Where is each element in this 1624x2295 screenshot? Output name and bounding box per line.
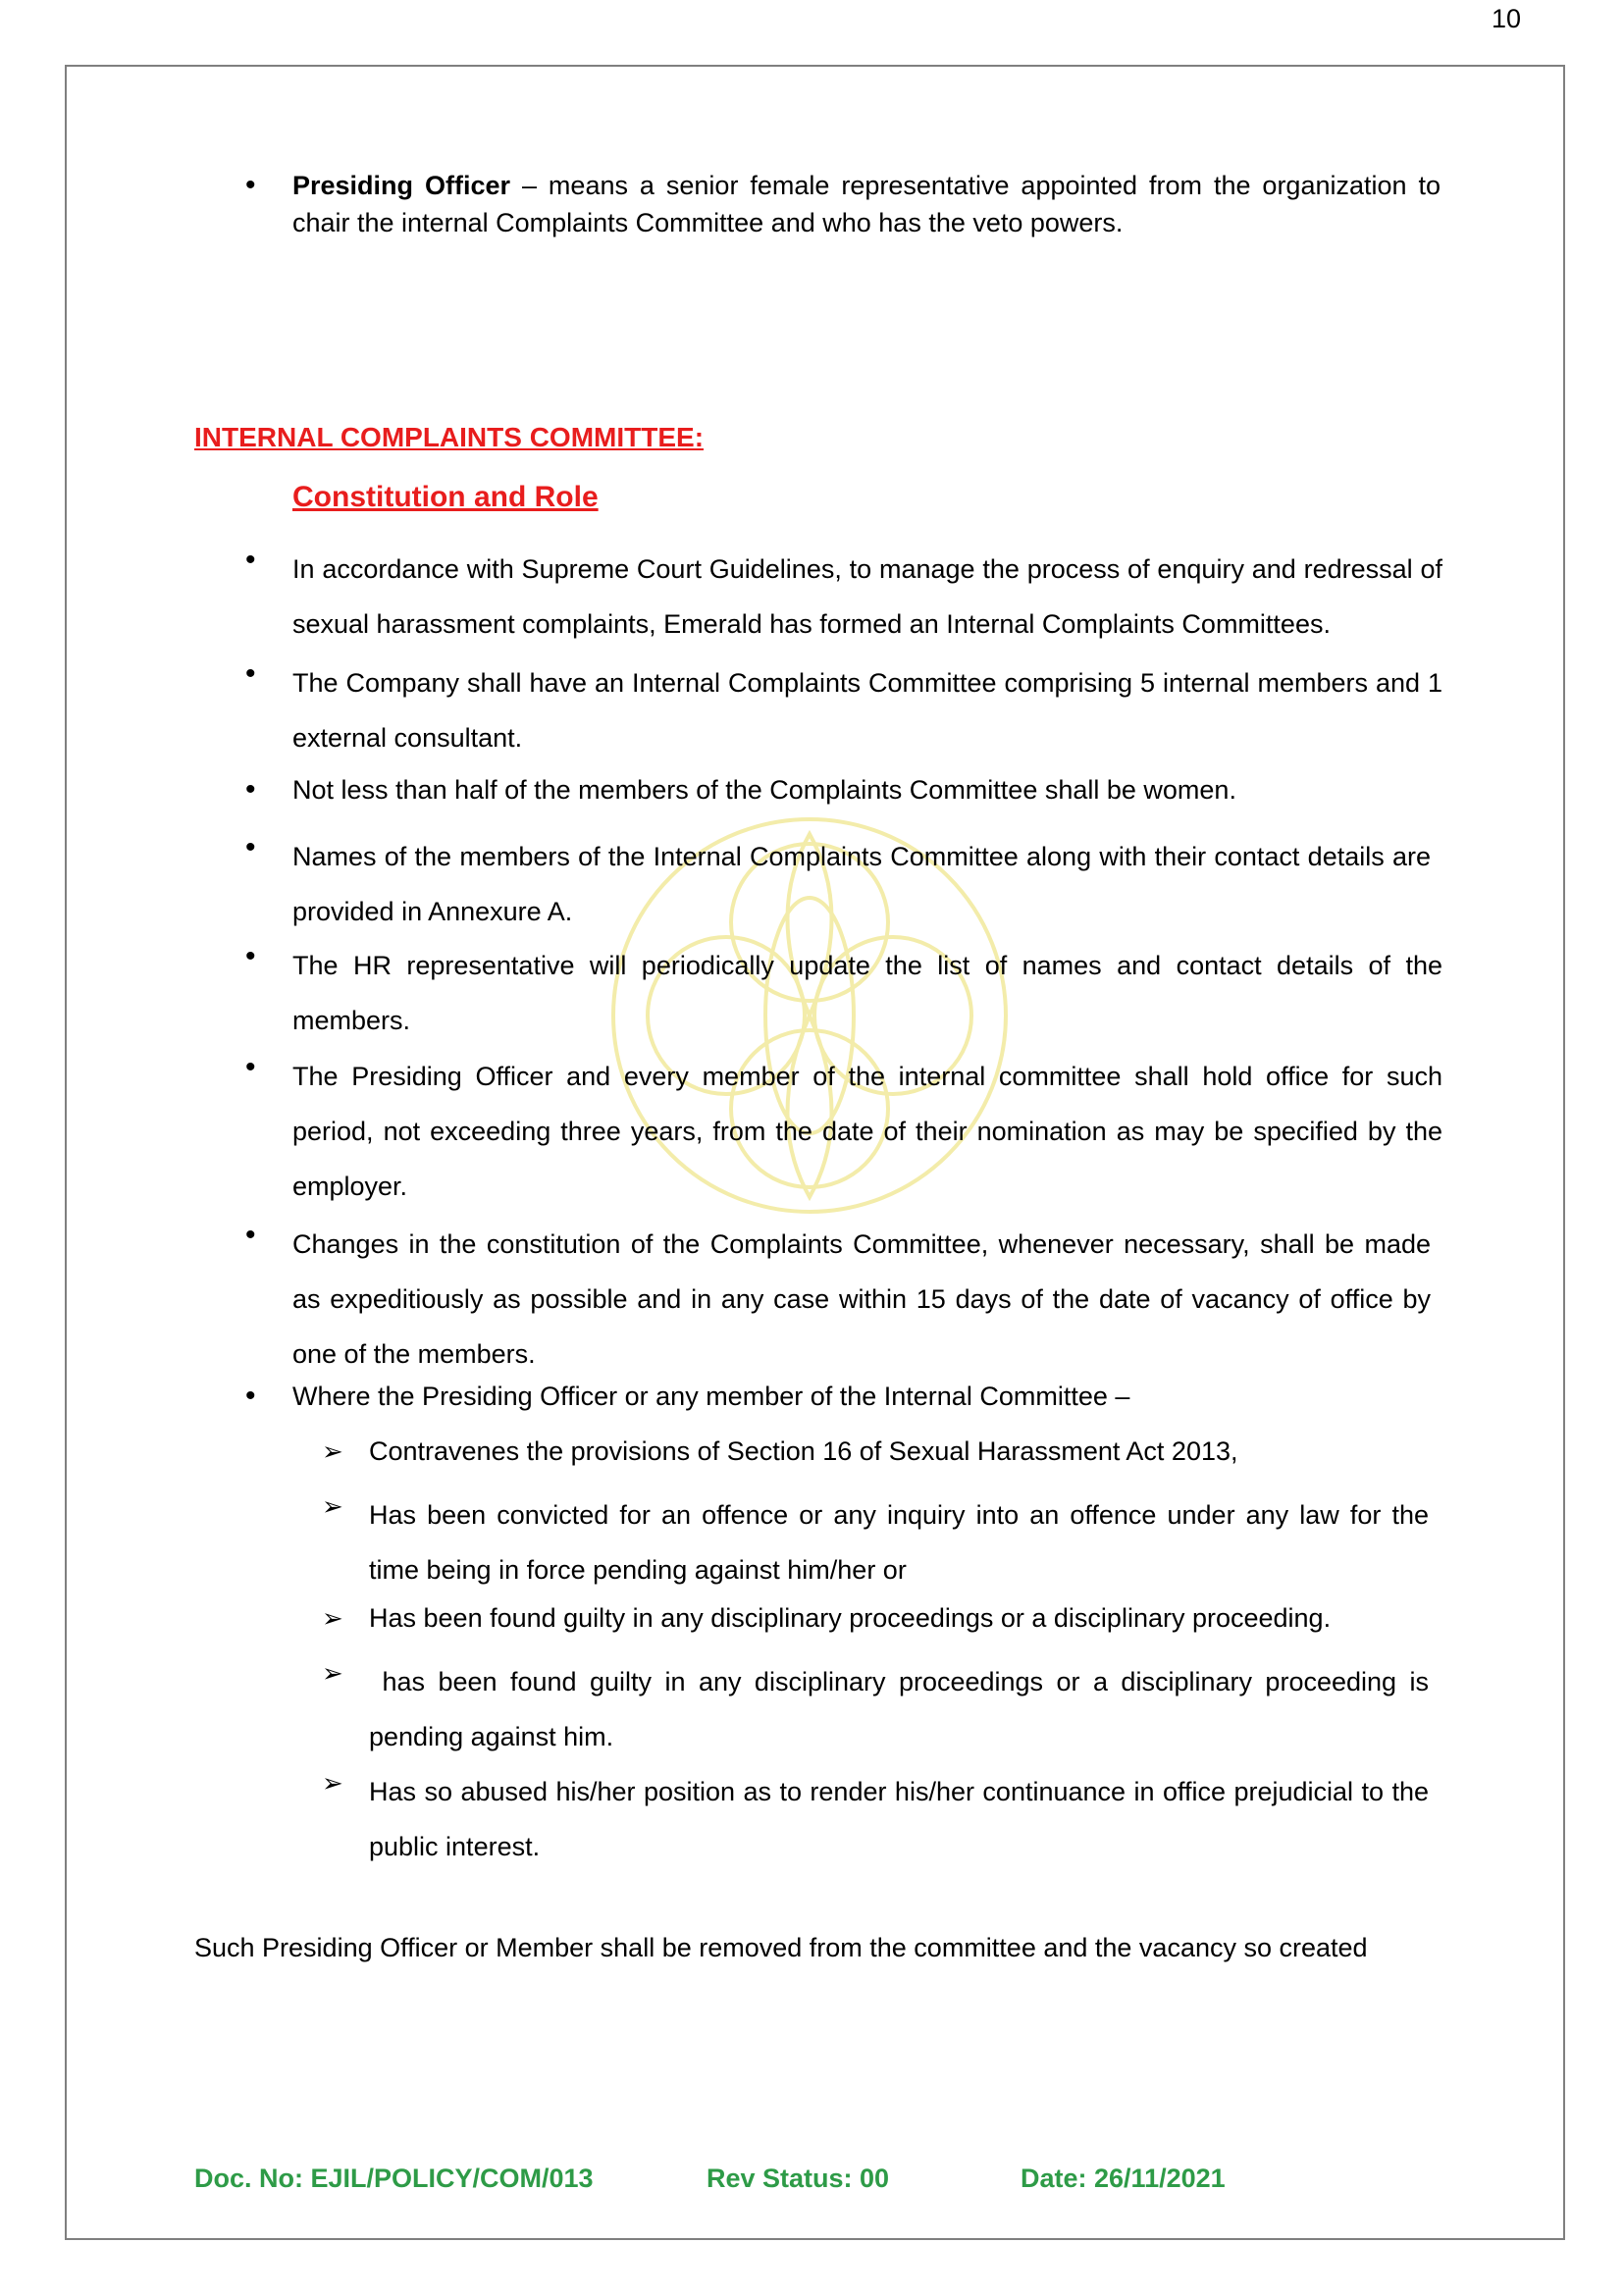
sub-bullet-item-3: Has been found guilty in any disciplinary proceedings or a disciplinary proceeding. [369, 1603, 1332, 1633]
arrow-bullet-icon: ➢ [322, 1491, 343, 1521]
footer-rev-status: Rev Status: 00 [707, 2164, 890, 2193]
arrow-bullet-icon: ➢ [322, 1603, 343, 1633]
bullet-point: • [245, 1219, 256, 1251]
bullet-point: • [245, 773, 256, 806]
section-subheading: Constitution and Role [292, 481, 599, 513]
bullet-item-8: Where the Presiding Officer or any member of the Internal Committee – [292, 1382, 1130, 1411]
arrow-bullet-icon: ➢ [322, 1658, 343, 1688]
sub-bullet-item-2: Has been convicted for an offence or any inquiry into an offence under any law for the time being in force pending against him/her or [369, 1500, 1429, 1585]
footer-doc-number: Doc. No: EJIL/POLICY/COM/013 [194, 2164, 594, 2193]
bullet-item-3: Not less than half of the members of the Complaints Committee shall be women. [292, 775, 1236, 805]
bullet-item-6: The Presiding Officer and every member of the internal committee shall hold office for such period, not exceeding three years, from the date of their nomination as may be specified by the employer. [292, 1062, 1442, 1201]
bullet-point: • [245, 544, 256, 576]
sub-bullet-item-1: Contravenes the provisions of Section 16 of Sexual Harassment Act 2013, [369, 1436, 1238, 1466]
bullet-point: • [245, 940, 256, 972]
bullet-item-4: Names of the members of the Internal Complaints Committee along with their contact details are provided in Annexure A. [292, 842, 1431, 926]
section-heading: INTERNAL COMPLAINTS COMMITTEE: [194, 422, 705, 452]
closing-paragraph: Such Presiding Officer or Member shall be removed from the committee and the vacancy so created [194, 1933, 1368, 1962]
footer-date: Date: 26/11/2021 [1021, 2164, 1226, 2193]
bullet-point: • [245, 1051, 256, 1083]
bullet-item-5: The HR representative will periodically update the list of names and contact details of the members. [292, 951, 1442, 1035]
sub-bullet-item-4: has been found guilty in any disciplinary proceedings or a disciplinary proceeding is pending against him. [369, 1667, 1437, 1751]
presiding-officer-term: Presiding Officer [292, 171, 511, 200]
bullet-item-2: The Company shall have an Internal Complaints Committee comprising 5 internal members and 1 external consultant. [292, 668, 1442, 753]
presiding-officer-text: – means a senior female representative appointed from the organization to chair the internal Complaints Committee and who has the veto powers. [292, 171, 1441, 237]
arrow-bullet-icon: ➢ [322, 1768, 343, 1798]
bullet-item-1: In accordance with Supreme Court Guidelines, to manage the process of enquiry and redressal of sexual harassment complaints, Emerald has formed an Internal Complaints Committees. [292, 554, 1442, 639]
presiding-officer-definition [292, 167, 1441, 241]
bullet-point: • [245, 831, 256, 863]
sub-bullet-item-5: Has so abused his/her position as to render his/her continuance in office prejudicial to the public interest. [369, 1777, 1429, 1861]
bullet-item-7: Changes in the constitution of the Complaints Committee, whenever necessary, shall be made as expeditiously as possible and in any case within 15 days of the date of vacancy of office by one of the members. [292, 1229, 1431, 1369]
arrow-bullet-icon: ➢ [322, 1436, 343, 1466]
page-number: 10 [1491, 4, 1521, 33]
bullet-point: • [245, 657, 256, 690]
bullet-point: • [245, 169, 256, 201]
bullet-point: • [245, 1380, 256, 1412]
